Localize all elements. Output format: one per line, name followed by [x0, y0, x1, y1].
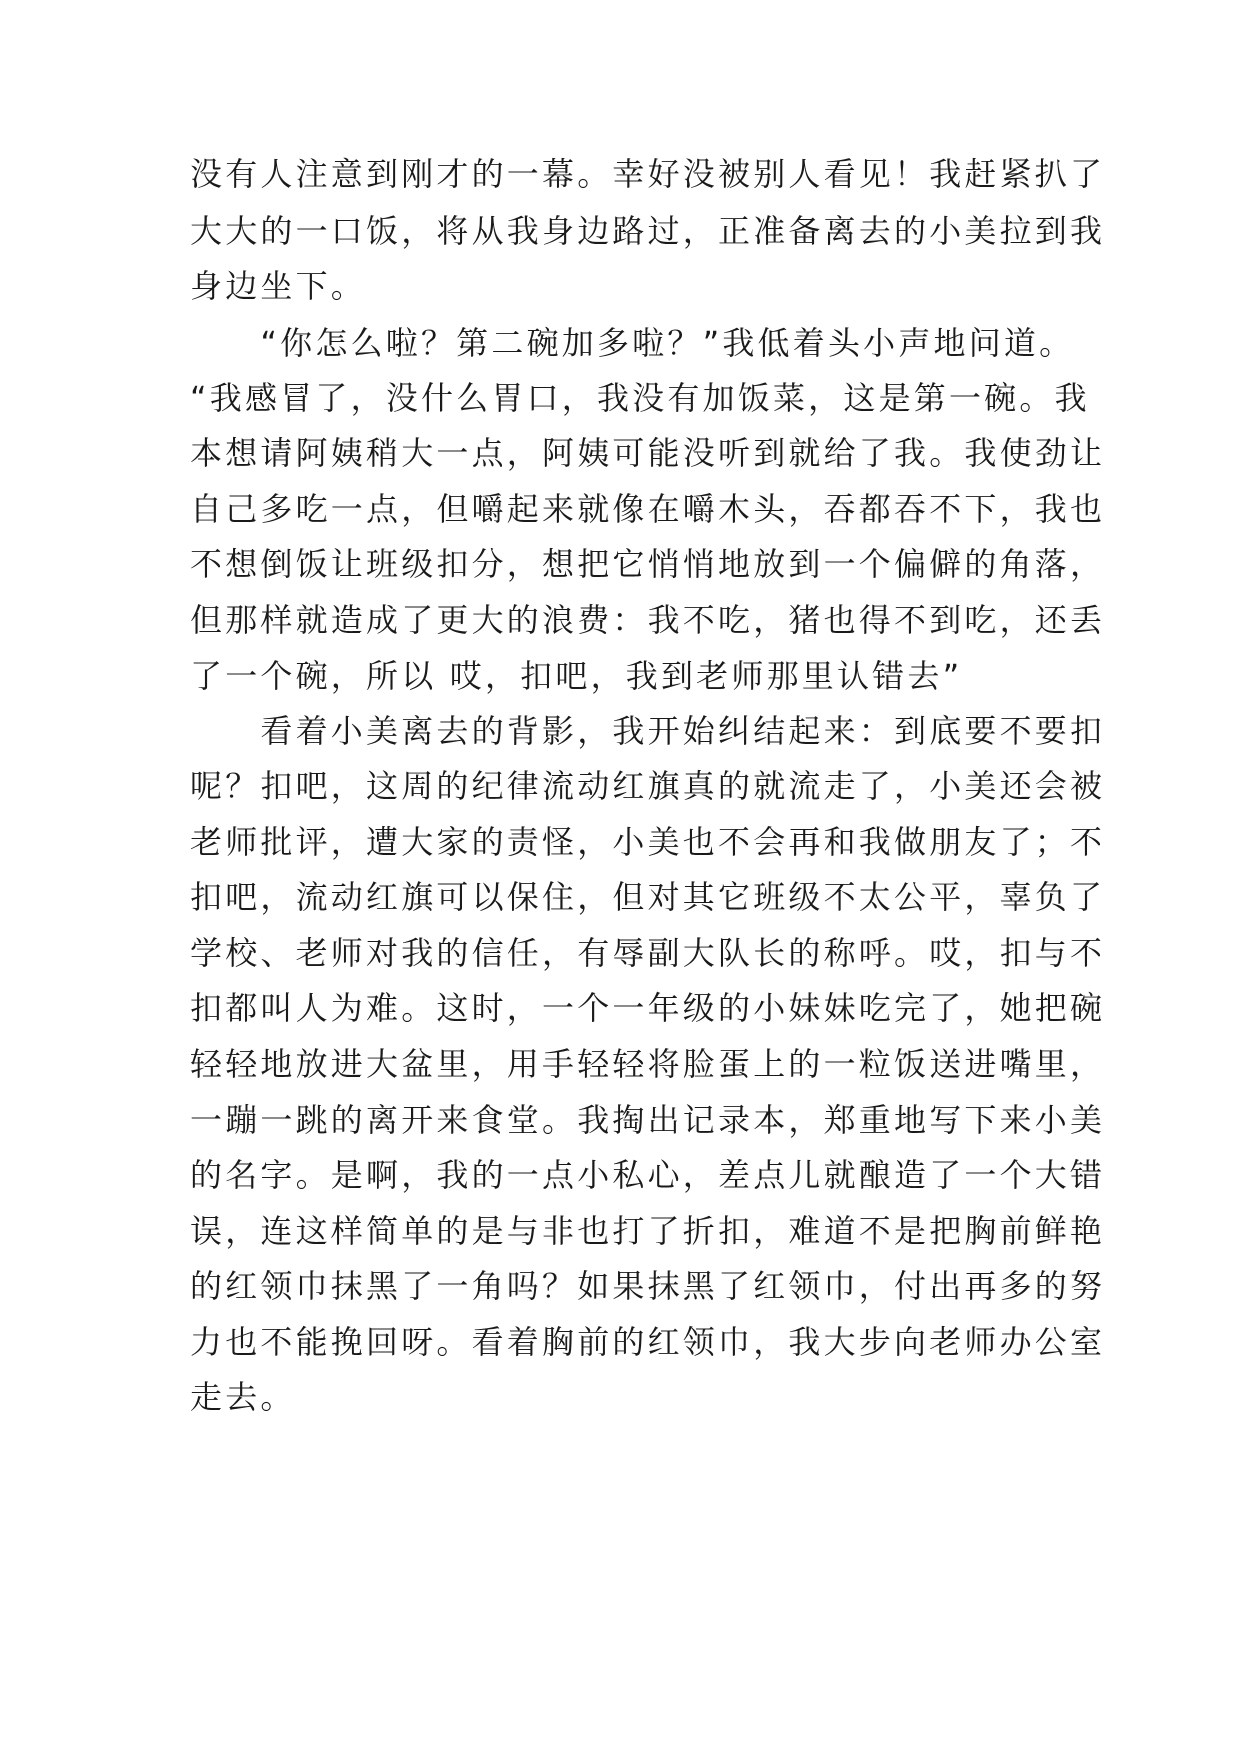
text-line: 学校、老师对我的信任，有辱副大队长的称呼。哎，扣与不 [190, 934, 1106, 972]
text-line: 的红领巾抹黑了一角吗？如果抹黑了红领巾，付出再多的努 [190, 1267, 1106, 1305]
text-line: 扣都叫人为难。这时，一个一年级的小妹妹吃完了，她把碗 [190, 989, 1106, 1027]
text-line: 的名字。是啊，我的一点小私心，差点儿就酿造了一个大错 [190, 1156, 1106, 1194]
text-line: 一蹦一跳的离开来食堂。我掏出记录本，郑重地写下来小美 [190, 1101, 1106, 1139]
text-line: “我感冒了，没什么胃口，我没有加饭菜，这是第一碗。我 [190, 379, 1090, 417]
text-line: 扣吧，流动红旗可以保住，但对其它班级不太公平，辜负了 [190, 878, 1106, 916]
text-line: 自己多吃一点，但嚼起来就像在嚼木头，吞都吞不下，我也 [190, 490, 1106, 528]
text-line: “你怎么啦？第二碗加多啦？”我低着头小声地问道。 [190, 324, 1075, 362]
text-line: 老师批评，遭大家的责怪，小美也不会再和我做朋友了；不 [190, 823, 1106, 861]
text-line: 身边坐下。 [190, 267, 367, 305]
text-line: 轻轻地放进大盆里，用手轻轻将脸蛋上的一粒饭送进嘴里， [190, 1045, 1106, 1083]
text-line: 力也不能挽回呀。看着胸前的红领巾，我大步向老师办公室 [190, 1323, 1106, 1361]
text-line: 呢？扣吧，这周的纪律流动红旗真的就流走了，小美还会被 [190, 767, 1106, 805]
text-line: 误，连这样简单的是与非也打了折扣，难道不是把胸前鲜艳 [190, 1212, 1106, 1250]
text-line: 看着小美离去的背影，我开始纠结起来：到底要不要扣 [190, 712, 1106, 750]
text-line: 不想倒饭让班级扣分，想把它悄悄地放到一个偏僻的角落， [190, 545, 1106, 583]
text-line: 了一个碗，所以 哎，扣吧，我到老师那里认错去” [190, 657, 963, 695]
text-line: 没有人注意到刚才的一幕。幸好没被别人看见！我赶紧扒了 [190, 155, 1106, 193]
text-line: 但那样就造成了更大的浪费：我不吃，猪也得不到吃，还丢 [190, 601, 1106, 639]
text-line: 本想请阿姨稍大一点，阿姨可能没听到就给了我。我使劲让 [190, 434, 1106, 472]
text-line: 大大的一口饭，将从我身边路过，正准备离去的小美拉到我 [190, 212, 1106, 250]
text-line: 走去。 [190, 1378, 296, 1416]
